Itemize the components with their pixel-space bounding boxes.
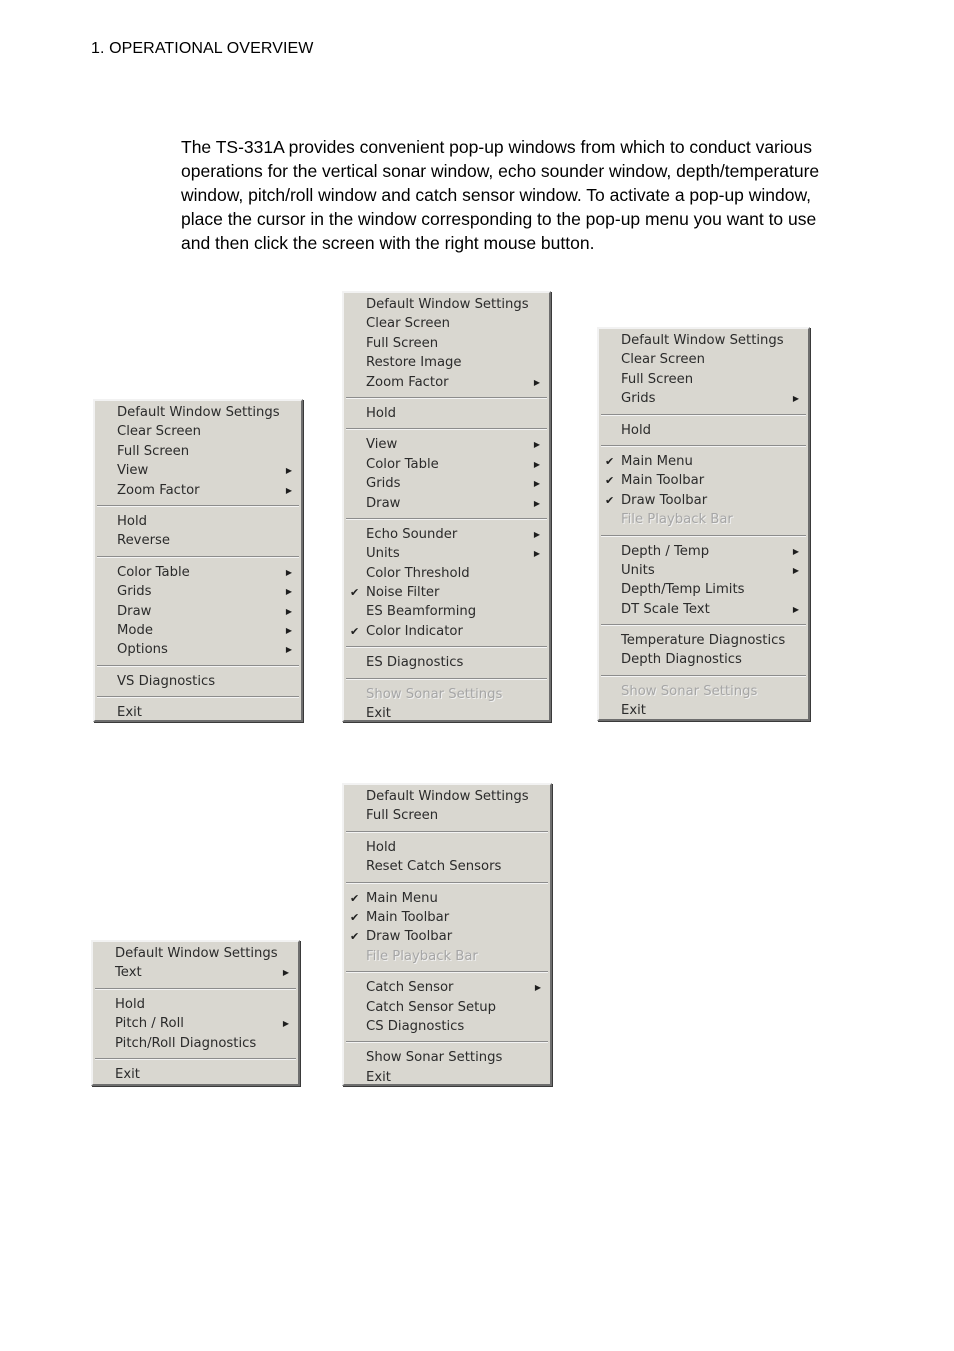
checkmark-icon: ✔ [605,454,615,468]
menu-item-label: Depth Diagnostics [621,652,742,668]
menu-separator [346,678,547,680]
menu-item-options[interactable] [95,640,301,659]
menu-item-label: File Playback Bar [621,512,733,528]
checkmark-icon: ✔ [350,910,360,924]
submenu-arrow-icon: ▶ [285,567,292,577]
menu-item-text[interactable] [93,963,298,982]
menu-item-reverse[interactable] [95,531,301,550]
submenu-arrow-icon: ▶ [282,1019,289,1029]
menu-item-clear-screen[interactable] [344,314,549,333]
menu-separator [346,971,548,973]
menu-separator [601,445,806,447]
submenu-arrow-icon: ▶ [792,565,799,575]
menu-item-exit[interactable] [93,1065,298,1084]
menu-item-label: Exit [621,703,646,719]
menu-item-catch-sensor-setup[interactable] [344,998,550,1017]
menu-item-exit[interactable] [599,701,808,720]
checkmark-icon: ✔ [350,586,360,600]
menu-item-units[interactable] [344,544,549,563]
menu-item-color-table[interactable] [95,563,301,582]
menu-item-es-beamforming[interactable] [344,602,549,621]
menu-item-label: Full Screen [621,371,694,387]
menu-item-label: Color Threshold [366,565,470,581]
menu-separator [346,397,547,399]
menu-item-label: Clear Screen [117,424,202,440]
menu-item-label: VS Diagnostics [117,673,216,689]
menu-group [344,404,549,423]
menu-group [599,421,808,440]
submenu-arrow-icon: ▶ [533,498,540,508]
menu-group [344,1048,550,1087]
menu-item-clear-screen[interactable] [599,350,808,369]
menu-item-label: Full Screen [366,808,439,824]
menu-separator [346,1041,548,1043]
section-header: 1. OPERATIONAL OVERVIEW [91,40,314,57]
menu-item-main-toolbar[interactable] [599,471,808,490]
menu-separator [346,646,547,648]
submenu-arrow-icon: ▶ [534,983,541,993]
submenu-arrow-icon: ▶ [533,459,540,469]
menu-group [344,838,550,877]
menu-item-es-diagnostics[interactable] [344,653,549,672]
menu-item-exit[interactable] [344,1068,550,1087]
menu-item-label: Hold [366,405,397,421]
menu-group [599,452,808,530]
submenu-arrow-icon: ▶ [285,645,292,655]
menu-item-clear-screen[interactable] [95,422,301,441]
menu-item-main-toolbar[interactable] [344,908,550,927]
menu-group [599,631,808,670]
menu-separator [95,1058,296,1060]
menu-group [344,525,549,641]
menu-item-label: Exit [117,705,142,721]
menu-item-grids[interactable] [599,389,808,408]
menu-item-label: Full Screen [117,443,190,459]
menu-separator [346,518,547,520]
menu-item-full-screen[interactable] [344,334,549,353]
menu-item-pitch-roll[interactable] [93,1014,298,1033]
menu-item-default-window-settings[interactable] [93,944,298,963]
menu-item-noise-filter[interactable] [344,583,549,602]
menu-item-label: ES Beamforming [366,604,477,620]
menu-item-cs-diagnostics[interactable] [344,1017,550,1036]
menu-item-label: Catch Sensor Setup [366,999,497,1015]
menu-separator [95,988,296,990]
menu-item-depth-diagnostics[interactable] [599,650,808,669]
menu-item-label: Default Window Settings [621,333,784,348]
menu-item-label: Pitch/Roll Diagnostics [115,1035,257,1051]
menu-item-label: Exit [366,1069,391,1085]
menu-separator [346,831,548,833]
menu-separator [346,428,547,430]
menu-item-label: Echo Sounder [366,526,458,542]
menu-item-mode[interactable] [95,621,301,640]
menu-separator [97,556,299,558]
submenu-arrow-icon: ▶ [533,377,540,387]
menu-item-exit[interactable] [95,703,301,722]
checkmark-icon: ✔ [350,930,360,944]
menu-item-label: Exit [115,1066,140,1082]
echo-sounder-popup-menu [342,291,551,722]
menu-item-label: Default Window Settings [366,789,529,804]
menu-item-color-threshold[interactable] [344,564,549,583]
menu-item-label: Show Sonar Settings [366,1050,503,1066]
menu-item-label: Mode [117,622,153,638]
submenu-arrow-icon: ▶ [792,604,799,614]
menu-item-default-window-settings[interactable] [344,295,549,314]
menu-item-label: Hold [366,839,397,855]
menu-item-draw[interactable] [344,494,549,513]
menu-item-color-table[interactable] [344,455,549,474]
menu-item-label: Default Window Settings [117,405,280,420]
menu-separator [601,624,806,626]
menu-group [95,703,301,722]
menu-item-label: Draw [117,603,152,619]
menu-item-label: Color Table [117,564,190,580]
menu-item-hold[interactable] [95,512,301,531]
menu-item-label: Default Window Settings [366,297,529,312]
submenu-arrow-icon: ▶ [533,549,540,559]
depth-temperature-popup-menu [597,327,810,721]
menu-item-hold[interactable] [344,838,550,857]
menu-item-grids[interactable] [344,474,549,493]
checkmark-icon: ✔ [605,493,615,507]
menu-item-zoom-factor[interactable] [95,481,301,500]
menu-item-zoom-factor[interactable] [344,373,549,392]
menu-group [95,563,301,660]
menu-item-label: Main Toolbar [621,473,705,489]
menu-group [93,995,298,1053]
menu-item-catch-sensor[interactable] [344,978,550,997]
menu-group [344,295,549,392]
menu-separator [601,535,806,537]
menu-item-label: Grids [366,476,401,492]
menu-item-depth-temp[interactable] [599,542,808,561]
menu-item-hold[interactable] [344,404,549,423]
menu-item-label: Temperature Diagnostics [621,633,786,649]
menu-item-hold[interactable] [93,995,298,1014]
menu-item-label: Main Menu [366,890,438,906]
menu-item-echo-sounder[interactable] [344,525,549,544]
menu-group [93,944,298,983]
menu-item-label: Options [117,642,168,658]
menu-item-label: Show Sonar Settings [621,683,758,699]
menu-item-label: Units [621,562,655,578]
menu-item-hold[interactable] [599,421,808,440]
menu-item-units[interactable] [599,561,808,580]
menu-group [599,542,808,620]
menu-item-label: Catch Sensor [366,980,454,996]
submenu-arrow-icon: ▶ [285,485,292,495]
menu-item-vs-diagnostics[interactable] [95,672,301,691]
menu-item-label: Clear Screen [621,352,706,368]
menu-item-label: Main Menu [621,453,693,469]
submenu-arrow-icon: ▶ [285,625,292,635]
menu-item-draw-toolbar[interactable] [599,491,808,510]
submenu-arrow-icon: ▶ [533,479,540,489]
menu-item-label: View [366,437,398,453]
menu-item-color-indicator[interactable] [344,622,549,641]
menu-group [93,1065,298,1084]
menu-item-depth-temp-limits[interactable] [599,580,808,599]
menu-item-full-screen[interactable] [599,370,808,389]
menu-group [95,403,301,500]
menu-item-draw-toolbar[interactable] [344,927,550,946]
menu-item-label: Zoom Factor [366,374,449,390]
menu-item-label: Depth/Temp Limits [621,582,745,598]
menu-item-main-menu[interactable] [599,452,808,471]
menu-item-file-playback-bar [599,510,808,529]
menu-item-label: Depth / Temp [621,543,710,559]
menu-group [344,889,550,967]
submenu-arrow-icon: ▶ [792,546,799,556]
menu-item-show-sonar-settings [599,682,808,701]
menu-item-label: Reverse [117,533,171,549]
menu-item-label: ES Diagnostics [366,655,464,671]
menu-item-restore-image[interactable] [344,353,549,372]
submenu-arrow-icon: ▶ [285,606,292,616]
menu-item-label: File Playback Bar [366,948,478,964]
menu-group [344,787,550,826]
menu-item-pitch-roll-diagnostics[interactable] [93,1034,298,1053]
menu-item-label: Color Indicator [366,623,463,639]
checkmark-icon: ✔ [350,891,360,905]
vertical-sonar-popup-menu [93,399,303,722]
menu-item-label: Hold [115,996,146,1012]
menu-item-label: DT Scale Text [621,601,710,617]
menu-group [344,685,549,724]
menu-item-full-screen[interactable] [95,442,301,461]
menu-group [344,653,549,672]
menu-item-full-screen[interactable] [344,806,550,825]
checkmark-icon: ✔ [350,624,360,638]
menu-group [95,672,301,691]
menu-item-label: Exit [366,706,391,722]
menu-item-exit[interactable] [344,704,549,723]
menu-group [95,512,301,551]
checkmark-icon: ✔ [605,474,615,488]
intro-paragraph: The TS-331A provides convenient pop-up windows from which to conduct various operations for the vertical sonar window, echo sounder window, depth/temperature window, pitch/roll window and catch sensor window. To activate a pop-up window, place the cursor in the window corresponding to the pop-up menu you want to use and then click the screen with the right mouse button. [181,137,820,253]
menu-group [344,435,549,513]
menu-item-default-window-settings[interactable] [599,331,808,350]
menu-item-label: Color Table [366,456,439,472]
menu-item-label: Draw Toolbar [366,929,453,945]
menu-item-label: Main Toolbar [366,909,450,925]
menu-group [599,331,808,409]
menu-separator [601,675,806,677]
menu-separator [346,882,548,884]
menu-item-dt-scale-text[interactable] [599,600,808,619]
menu-item-label: Reset Catch Sensors [366,859,502,875]
menu-item-label: Hold [621,422,652,438]
menu-item-label: Restore Image [366,355,462,371]
menu-item-show-sonar-settings [344,685,549,704]
menu-item-label: Pitch / Roll [115,1016,184,1032]
menu-item-label: Text [115,965,142,981]
menu-item-label: Clear Screen [366,316,451,332]
menu-item-file-playback-bar [344,947,550,966]
submenu-arrow-icon: ▶ [285,466,292,476]
menu-item-view[interactable] [95,461,301,480]
menu-item-label: Noise Filter [366,585,440,601]
menu-item-default-window-settings[interactable] [95,403,301,422]
menu-item-label: Show Sonar Settings [366,686,503,702]
menu-item-default-window-settings[interactable] [344,787,550,806]
menu-item-label: Default Window Settings [115,946,278,961]
menu-item-label: Draw Toolbar [621,492,708,508]
catch-sensor-popup-menu [342,783,552,1086]
menu-item-label: Grids [117,584,152,600]
menu-item-view[interactable] [344,435,549,454]
menu-item-draw[interactable] [95,602,301,621]
submenu-arrow-icon: ▶ [285,587,292,597]
menu-item-label: View [117,463,149,479]
menu-item-main-menu[interactable] [344,889,550,908]
menu-item-show-sonar-settings[interactable] [344,1048,550,1067]
menu-separator [97,696,299,698]
menu-item-label: Grids [621,391,656,407]
menu-separator [601,414,806,416]
menu-separator [97,665,299,667]
pitch-roll-popup-menu [91,940,300,1086]
submenu-arrow-icon: ▶ [533,440,540,450]
menu-separator [97,505,299,507]
menu-item-temperature-diagnostics[interactable] [599,631,808,650]
menu-item-label: Units [366,546,400,562]
menu-item-label: CS Diagnostics [366,1018,465,1034]
submenu-arrow-icon: ▶ [792,394,799,404]
menu-item-grids[interactable] [95,582,301,601]
menu-item-label: Draw [366,495,401,511]
menu-item-label: Zoom Factor [117,482,200,498]
submenu-arrow-icon: ▶ [282,968,289,978]
menu-item-label: Full Screen [366,335,439,351]
menu-group [599,682,808,721]
menu-group [344,978,550,1036]
menu-item-label: Hold [117,513,148,529]
submenu-arrow-icon: ▶ [533,529,540,539]
menu-item-reset-catch-sensors[interactable] [344,857,550,876]
